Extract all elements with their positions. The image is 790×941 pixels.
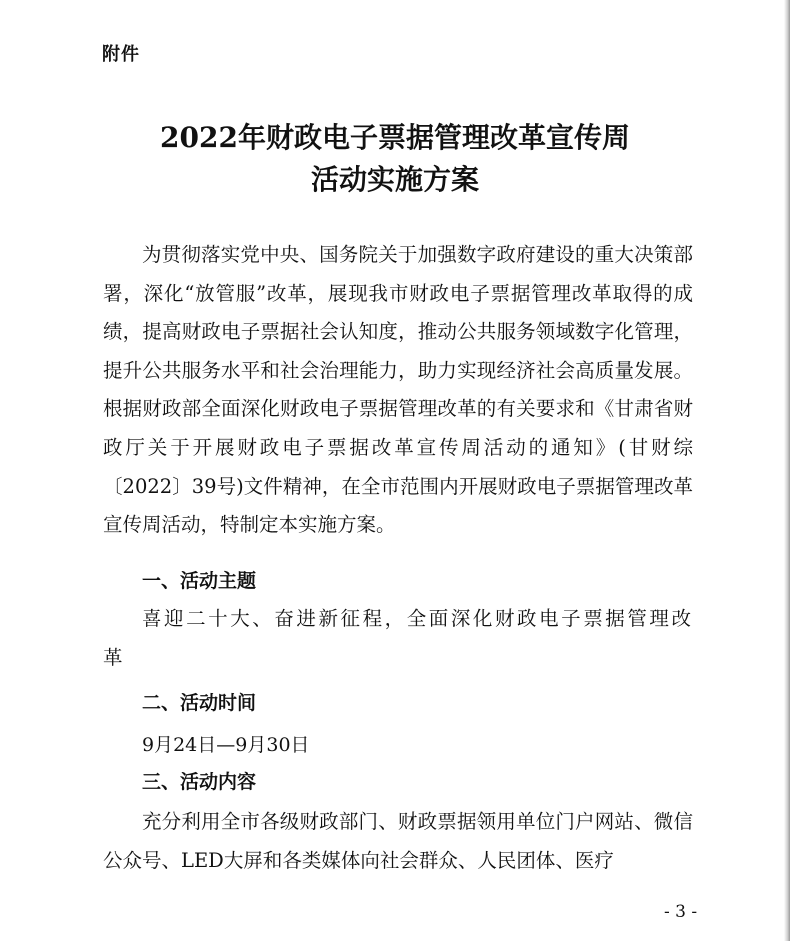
attachment-label: 附件 xyxy=(102,44,140,65)
page-number: - 3 - xyxy=(664,902,698,922)
section-heading-content: 三、活动内容 xyxy=(142,771,257,793)
document-title-line2: 活动实施方案 xyxy=(310,163,479,196)
document-title-line1: 2022年财政电子票据管理改革宣传周 xyxy=(160,121,630,154)
section-heading-theme: 一、活动主题 xyxy=(142,570,257,592)
section-text-theme: 喜迎二十大、奋进新征程，全面深化财政电子票据管理改革 xyxy=(103,607,693,669)
intro-paragraph: 为贯彻落实党中央、国务院关于加强数字政府建设的重大决策部署，深化“放管服”改革，展现我市财政电子票据管理改革取得的成绩，提高财政电子票据社会认知度，推动公共服务领域数字化管理，提升公共服务水平和社会治理能力，助力实现经济社会高质量发展。根据财政部全面深化财政电子票据管理改革的有关要求和《甘肃省财政厅关于开展财政电子票据改革宣传周活动的通知》(甘财综〔2022〕39号)文件精神，在全市范围内开展财政电子票据管理改革宣传周活动，特制定本实施方案。 xyxy=(103,243,693,537)
section-text-time: 9月24日—9月30日 xyxy=(142,734,310,756)
section-heading-time: 二、活动时间 xyxy=(142,692,257,714)
section-text-content: 充分利用全市各级财政部门、财政票据领用单位门户网站、微信公众号、LED大屏和各类媒体向社会群众、人民团体、医疗 xyxy=(103,810,693,872)
